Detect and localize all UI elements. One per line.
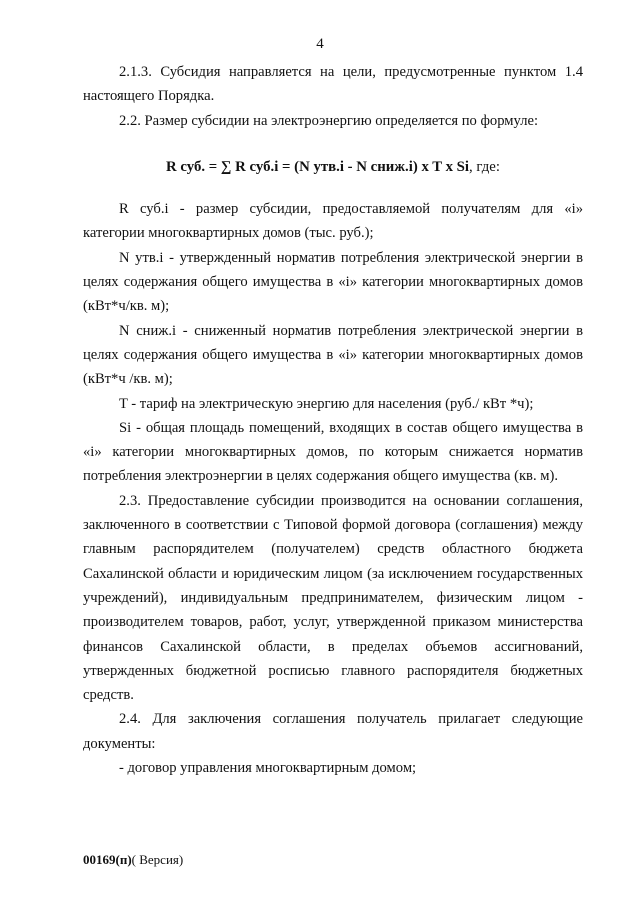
document-version: ( Версия)	[131, 852, 184, 867]
document-code: 00169(п)	[83, 852, 132, 867]
definition-area: Si - общая площадь помещений, входящих в состав общего имущества в «i» категории многоквартирных домов, по которым снижается норматив потребления электроэнергии в целях содержания общего имущества (кв. м).	[83, 419, 583, 485]
definition-n-utv: N утв.i - утвержденный норматив потребления электрической энергии в целях содержания общего имущества в «i» категории многоквартирных домов (кВт*ч/кв. м);	[83, 249, 583, 315]
paragraph-2-3: 2.3. Предоставление субсидии производится на основании соглашения, заключенного в соответствии с Типовой формой договора (соглашения) между главным распорядителем (получателем) средств областного бюджета Сахалинской области и юридическим лицом (за исключением государственных учреждений), индивидуальным предпринимателем, физическим лицом - производителем товаров, работ, услуг, утвержденной приказом министерства финансов Сахалинской области, в пределах объемов ассигнований, утвержденных бюджетной росписью главного распорядителя бюджетных средств.	[83, 492, 583, 704]
document-body	[83, 60, 583, 780]
formula-suffix: , где:	[469, 158, 500, 175]
definition-n-snizh: N сниж.i - сниженный норматив потребления электрической энергии в целях содержания общего имущества в «i» категории многоквартирных домов (кВт*ч /кв. м);	[83, 322, 583, 388]
paragraph-2-1-3: 2.1.3. Субсидия направляется на цели, предусмотренные пунктом 1.4 настоящего Порядка.	[83, 64, 583, 105]
list-item-management-contract: - договор управления многоквартирным домом;	[119, 760, 417, 777]
document-footer	[83, 852, 183, 868]
definition-tariff: T - тариф на электрическую энергию для населения (руб./ кВт *ч);	[119, 395, 534, 412]
paragraph-2-4: 2.4. Для заключения соглашения получатель прилагает следующие документы:	[83, 711, 583, 752]
page-number: 4	[316, 36, 324, 52]
paragraph-2-2: 2.2. Размер субсидии на электроэнергию определяется по формуле:	[119, 112, 539, 129]
formula-expression: R суб. = ∑ R суб.i = (N утв.i - N сниж.i) x T x Si	[166, 158, 470, 175]
definition-r-sub: R суб.i - размер субсидии, предоставляемой получателям для «i» категории многоквартирных домов (тыс. руб.);	[83, 201, 583, 242]
subsidy-formula	[83, 155, 583, 179]
